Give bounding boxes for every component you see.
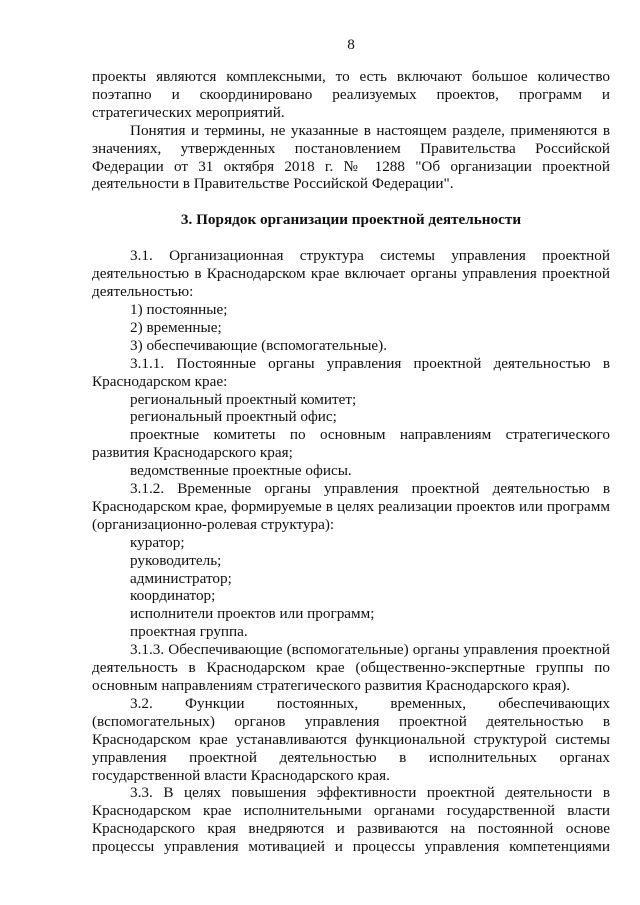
paragraph-3-1-2: 3.1.2. Временные органы управления проектной деятельностью в Краснодарском крае, формируемые в целях реализации проектов или программ (организационно-ролевая структура): bbox=[92, 480, 610, 533]
paragraph-3-2: 3.2. Функции постоянных, временных, обеспечивающих (вспомогательных) органов управления проектной деятельностью в Краснодарском крае устанавливаются функциональной структурой системы управления проектной деятельностью в исполнительных органах государственной власти Краснодарского края. bbox=[92, 694, 610, 784]
paragraph-3-1-1: 3.1.1. Постоянные органы управления проектной деятельностью в Краснодарском крае: bbox=[92, 354, 610, 390]
list-item: 2) временные; bbox=[130, 318, 222, 336]
list-item: 1) постоянные; bbox=[130, 300, 228, 318]
list-item: ведомственные проектные офисы. bbox=[130, 462, 352, 480]
document-page bbox=[92, 36, 610, 856]
paragraph-terms: Понятия и термины, не указанные в настоящем разделе, применяются в значениях, утвержденных постановлением Правительства Российской Федерации от 31 октября 2018 г. № 1288 "Об организации проектной деятельности в Правительстве Российской Федерации". bbox=[92, 121, 610, 193]
paragraph-3-3: 3.3. В целях повышения эффективности проектной деятельности в Краснодарском крае исполнительными органами государственной власти Краснодарского края внедряются и развиваются на постоянной основе процессы управления мотивацией и процессы управления компетенциями bbox=[92, 784, 610, 856]
list-item: региональный проектный офис; bbox=[130, 408, 337, 426]
list-item: руководитель; bbox=[130, 551, 222, 569]
paragraph-3-1: 3.1. Организационная структура системы управления проектной деятельностью в Краснодарском крае включает органы управления проектной деятельностью: bbox=[92, 247, 610, 301]
list-item: 3) обеспечивающие (вспомогательные). bbox=[130, 336, 388, 354]
page-number: 8 bbox=[347, 36, 355, 53]
section-heading: 3. Порядок организации проектной деятельности bbox=[180, 211, 522, 229]
paragraph-3-1-3: 3.1.3. Обеспечивающие (вспомогательные) органы управления проектной деятельность в Краснодарском крае (общественно-экспертные группы по основным направлениям стратегического развития Краснодарского края). bbox=[92, 641, 610, 694]
list-item: администратор; bbox=[130, 569, 232, 587]
list-item: координатор; bbox=[130, 587, 216, 605]
list-item: исполнители проектов или программ; bbox=[130, 605, 375, 623]
list-item: региональный проектный комитет; bbox=[130, 390, 357, 408]
list-item: проектная группа. bbox=[130, 623, 248, 641]
paragraph-continuation: проекты являются комплексными, то есть включают большое количество поэтапно и скоординировано реализуемых проектов, программ и стратегических мероприятий. bbox=[92, 68, 610, 121]
list-item: проектные комитеты по основным направлениям стратегического развития Краснодарского края; bbox=[92, 426, 610, 462]
list-item: куратор; bbox=[130, 533, 185, 551]
